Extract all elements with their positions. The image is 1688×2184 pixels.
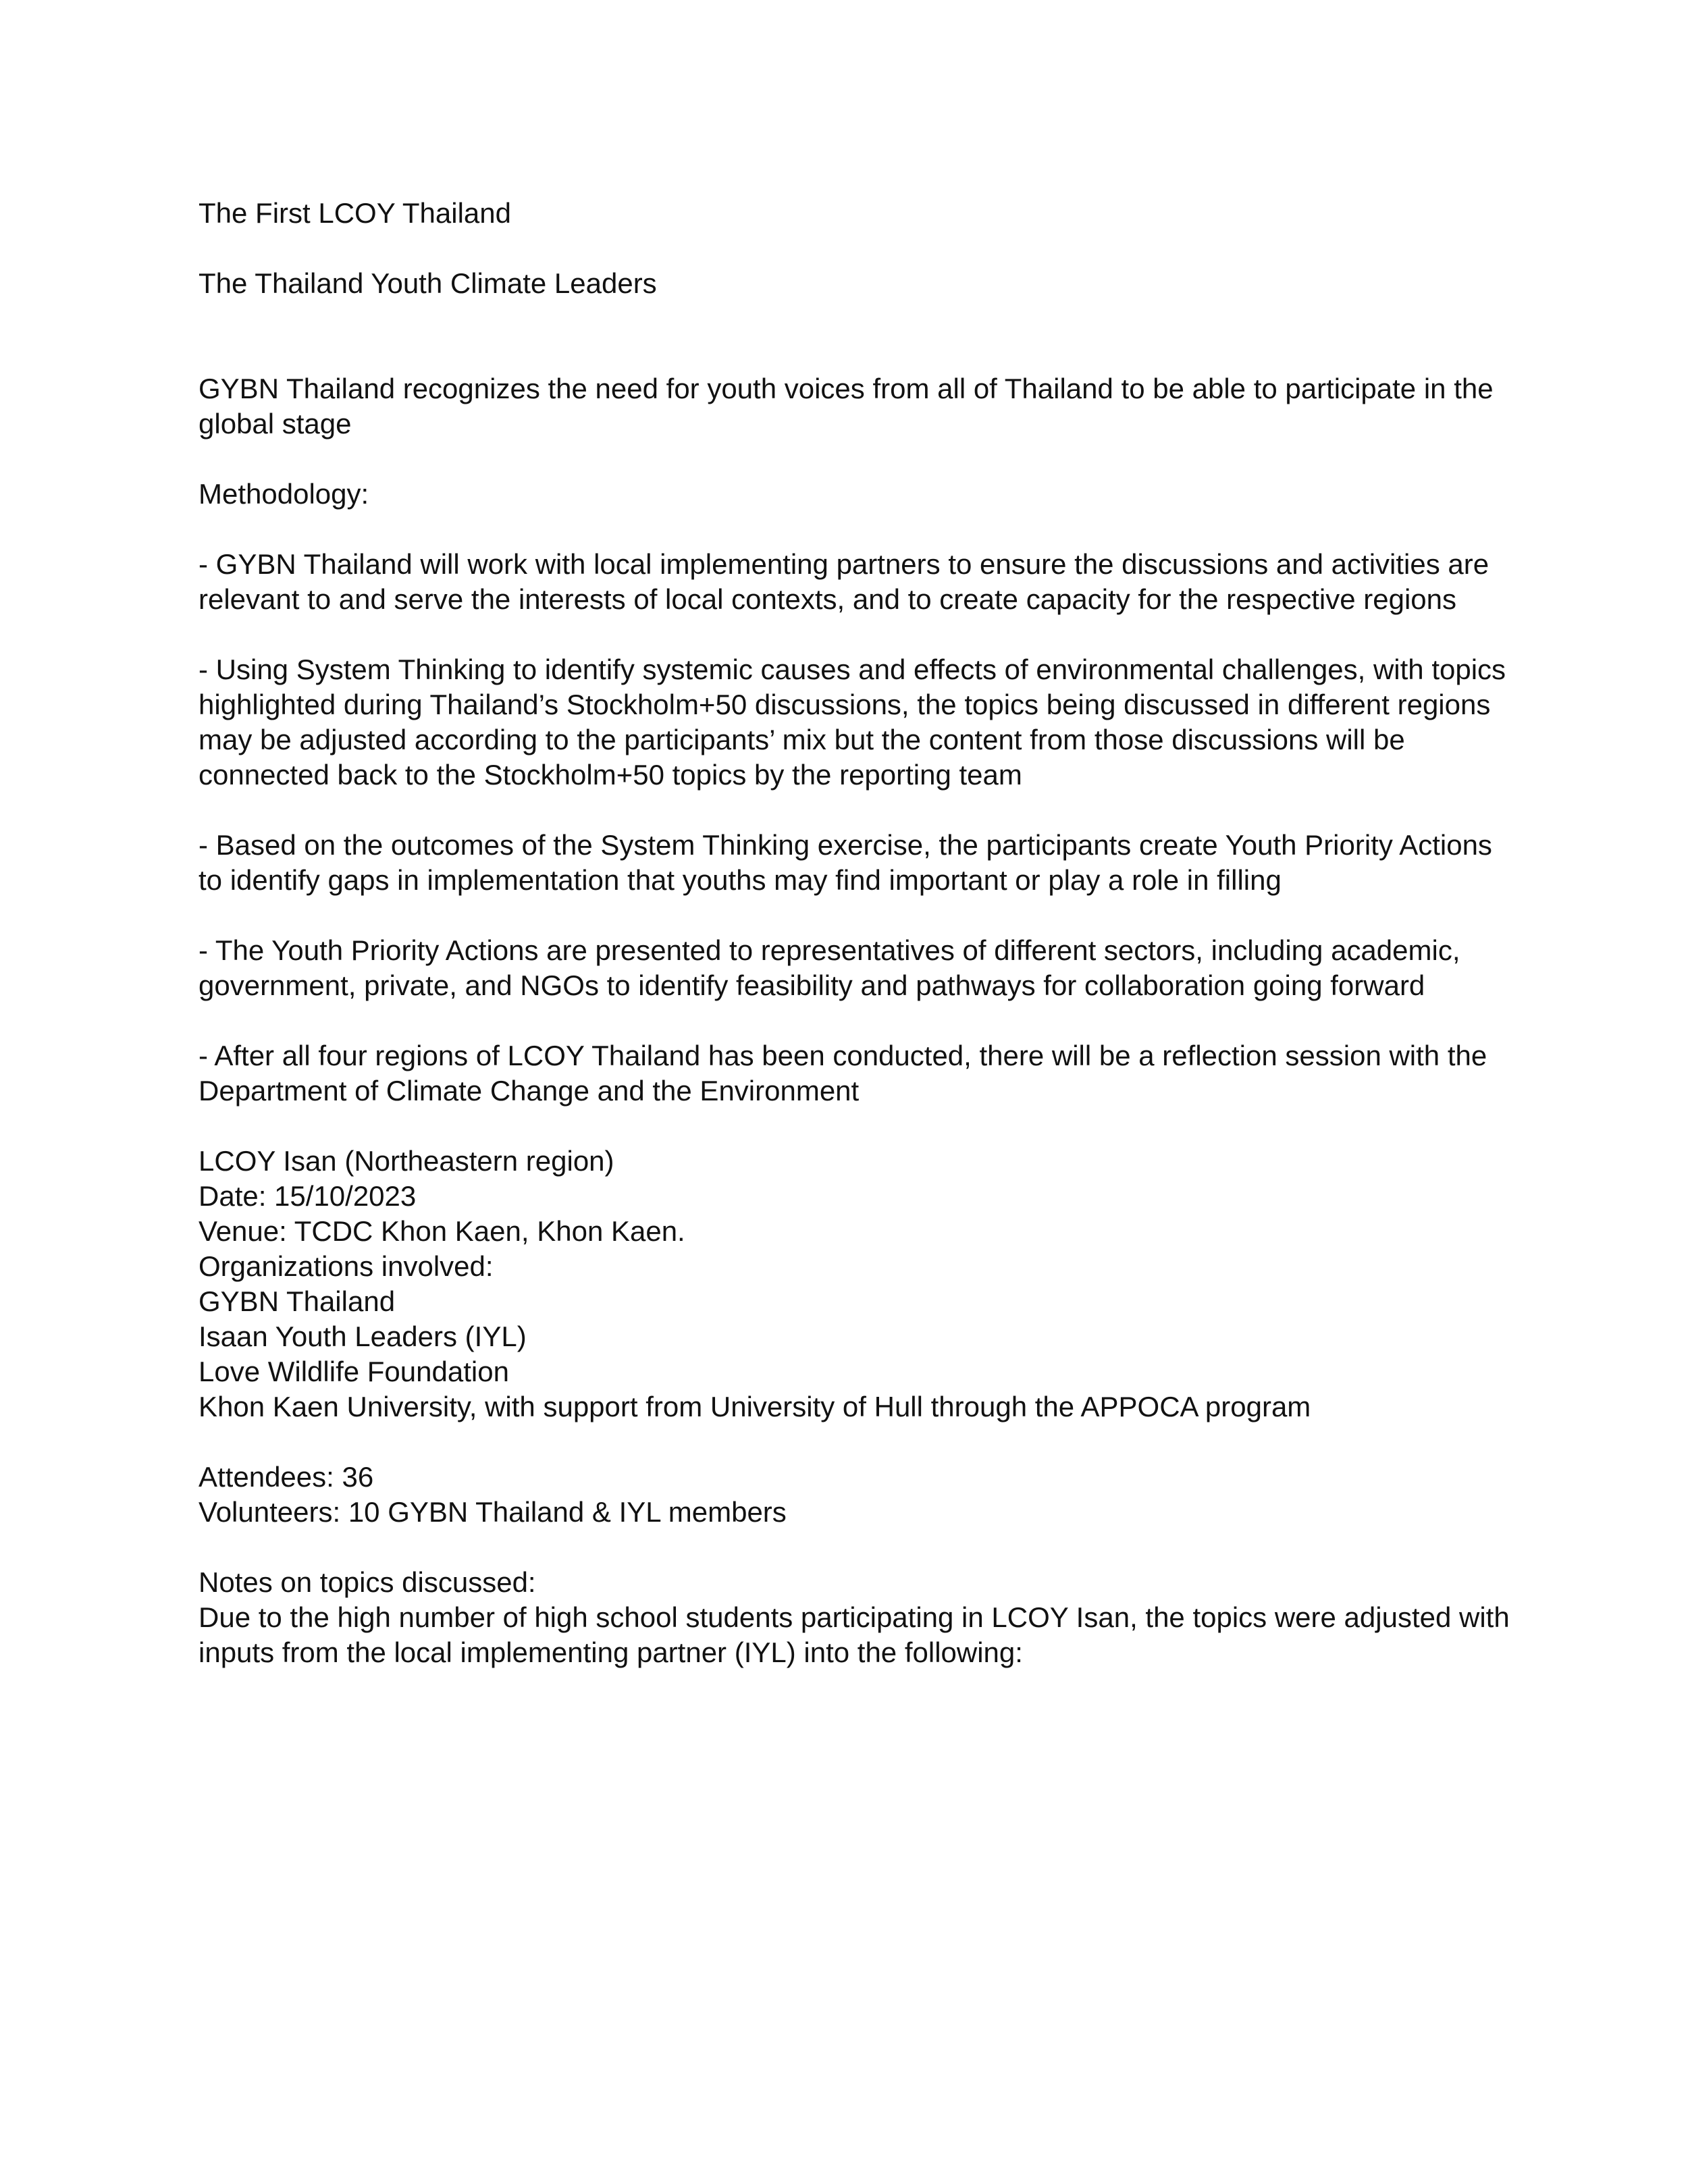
event-name: LCOY Isan (Northeastern region): [199, 1145, 614, 1177]
methodology-item: - Using System Thinking to identify systemic causes and effects of environmental challenges, with topics highlighted during Thailand’s Stockholm+50 discussions, the topics being discussed in different regions may be adjusted according to the participants’ mix but the content from those discussions will be connected back to the Stockholm+50 topics by the reporting team: [199, 654, 1506, 791]
event-venue: Venue: TCDC Khon Kaen, Khon Kaen.: [199, 1215, 685, 1247]
intro-paragraph: GYBN Thailand recognizes the need for youth voices from all of Thailand to be able to participate in the global stage: [199, 373, 1494, 440]
attendees-count: Attendees: 36: [199, 1461, 374, 1493]
methodology-item: - The Youth Priority Actions are presented to representatives of different sectors, including academic, government, private, and NGOs to identify feasibility and pathways for collaboration going forward: [199, 934, 1460, 1001]
organization-item: Isaan Youth Leaders (IYL): [199, 1321, 527, 1352]
attendance: [199, 1460, 1522, 1530]
notes-section: [199, 1565, 1522, 1670]
methodology-item: - Based on the outcomes of the System Thinking exercise, the participants create Youth Priority Actions to identify gaps in implementation that youths may find important or play a role in filling: [199, 829, 1492, 896]
document-title: The First LCOY Thailand: [199, 197, 511, 229]
methodology-item: - GYBN Thailand will work with local implementing partners to ensure the discussions and activities are relevant to and serve the interests of local contexts, and to create capacity for the respective regions: [199, 548, 1489, 615]
volunteers-count: Volunteers: 10 GYBN Thailand & IYL members: [199, 1496, 787, 1528]
document-body: [199, 196, 1522, 1705]
organization-item: GYBN Thailand: [199, 1285, 396, 1317]
event-details: [199, 1144, 1522, 1424]
spacer: [199, 336, 1522, 371]
document-subtitle: The Thailand Youth Climate Leaders: [199, 267, 657, 299]
organizations-heading: Organizations involved:: [199, 1250, 494, 1282]
organization-item: Love Wildlife Foundation: [199, 1356, 509, 1387]
event-date: Date: 15/10/2023: [199, 1180, 417, 1212]
notes-heading: Notes on topics discussed:: [199, 1566, 536, 1598]
methodology-item: - After all four regions of LCOY Thailand has been conducted, there will be a reflection session with the Department of Climate Change and the Environment: [199, 1040, 1487, 1107]
organization-item: Khon Kaen University, with support from University of Hull through the APPOCA program: [199, 1391, 1311, 1422]
methodology-heading: Methodology:: [199, 478, 369, 510]
notes-text: Due to the high number of high school students participating in LCOY Isan, the topics were adjusted with inputs from the local implementing partner (IYL) into the following:: [199, 1601, 1510, 1668]
